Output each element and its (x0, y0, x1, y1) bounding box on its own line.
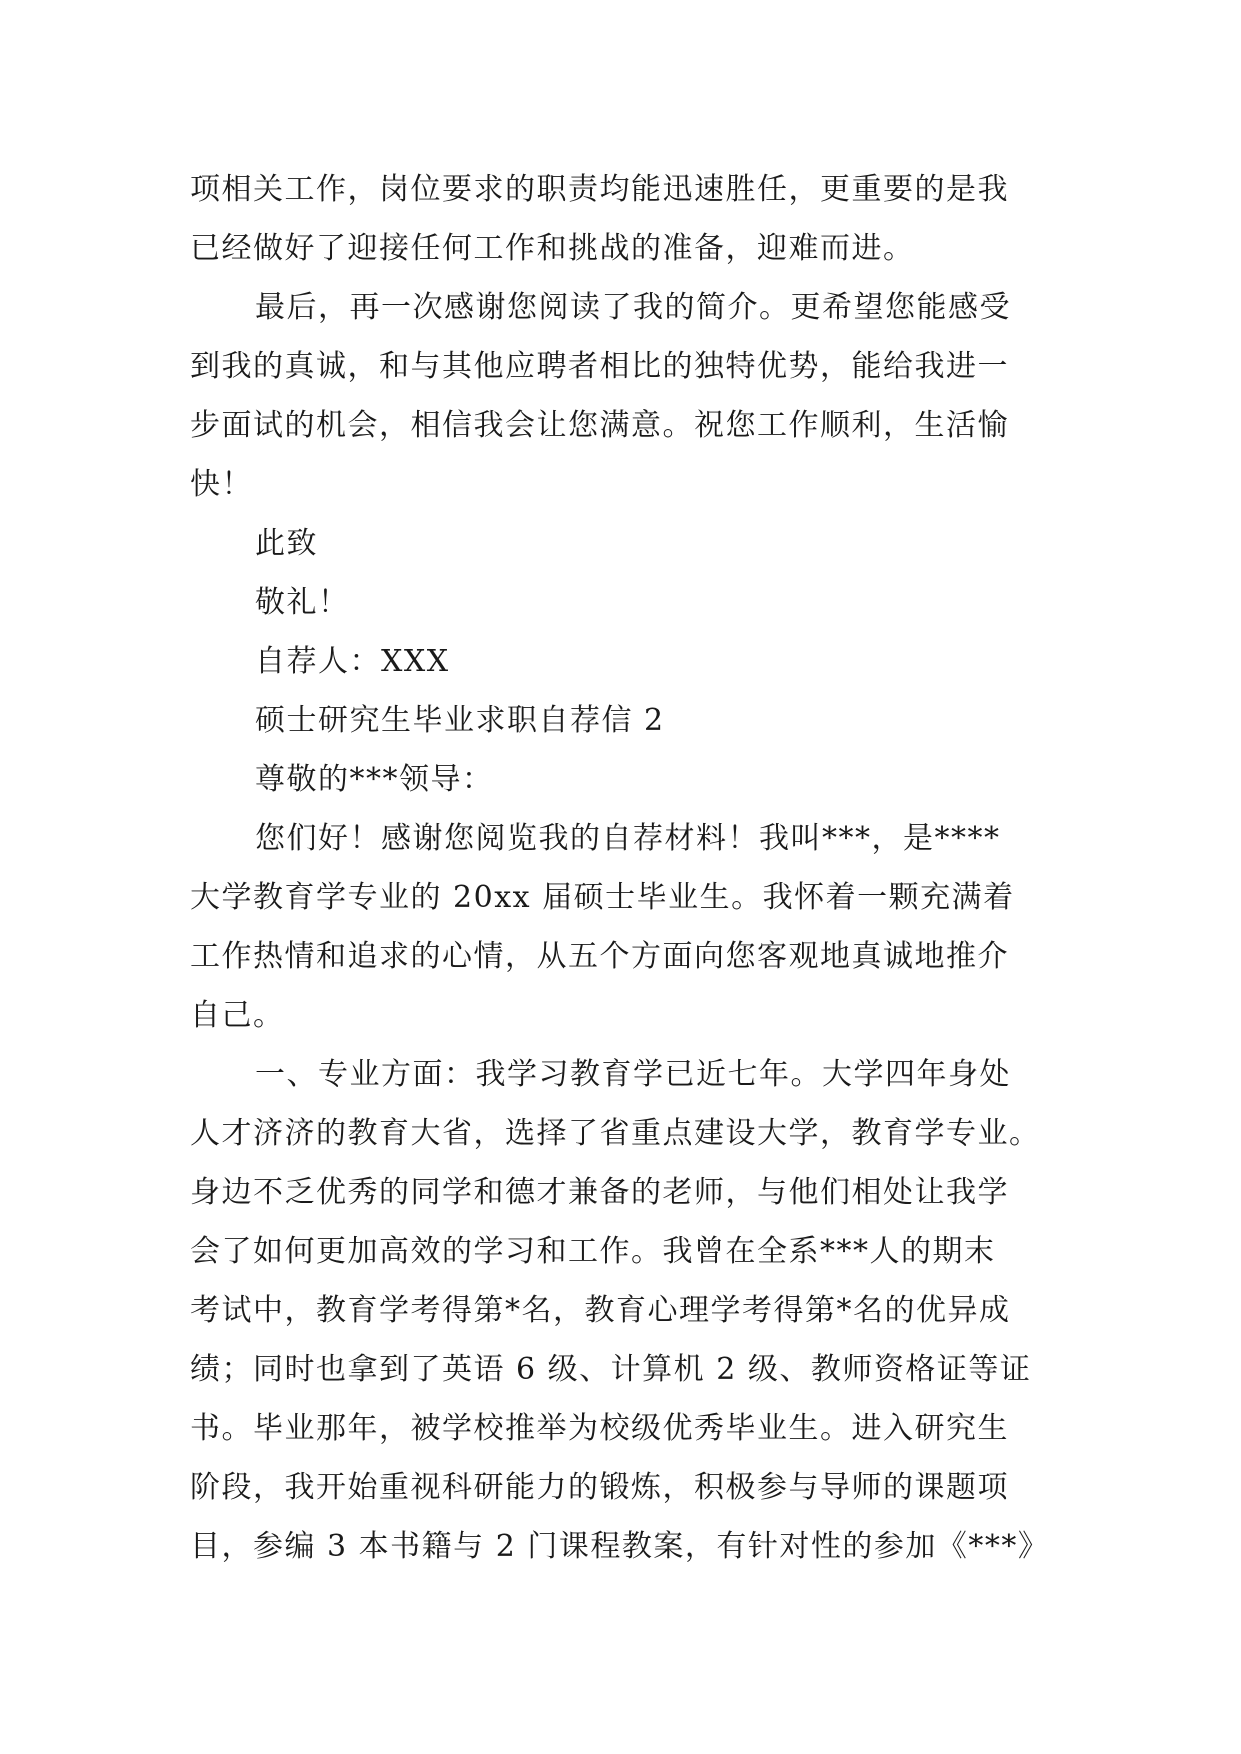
text-line: 人才济济的教育大省，选择了省重点建设大学，教育学专业。 (190, 1116, 1041, 1151)
text-line: 此致 (255, 526, 318, 561)
text-line: 会了如何更加高效的学习和工作。我曾在全系***人的期末 (190, 1234, 996, 1269)
text-line: 您们好！感谢您阅览我的自荐材料！我叫***，是**** (255, 821, 1001, 856)
text-line: 一、专业方面：我学习教育学已近七年。大学四年身处 (255, 1057, 1011, 1092)
text-line: 硕士研究生毕业求职自荐信 2 (255, 703, 665, 738)
text-line: 自荐人：XXX (255, 644, 450, 679)
text-line: 阶段，我开始重视科研能力的锻炼，积极参与导师的课题项 (190, 1470, 1009, 1505)
text-line: 最后，再一次感谢您阅读了我的简介。更希望您能感受 (255, 290, 1011, 325)
text-line: 自己。 (190, 998, 285, 1033)
text-line: 书。毕业那年，被学校推举为校级优秀毕业生。进入研究生 (190, 1411, 1009, 1446)
text-line: 快！ (190, 467, 253, 502)
text-line: 步面试的机会，相信我会让您满意。祝您工作顺利，生活愉 (190, 408, 1009, 443)
text-line: 身边不乏优秀的同学和德才兼备的老师，与他们相处让我学 (190, 1175, 1009, 1210)
text-line: 大学教育学专业的 20xx 届硕士毕业生。我怀着一颗充满着 (190, 880, 1015, 915)
text-line: 到我的真诚，和与其他应聘者相比的独特优势，能给我进一 (190, 349, 1009, 384)
text-line: 工作热情和追求的心情，从五个方面向您客观地真诚地推介 (190, 939, 1009, 974)
text-line: 已经做好了迎接任何工作和挑战的准备，迎难而进。 (190, 231, 915, 266)
text-line: 考试中，教育学考得第*名，教育心理学考得第*名的优异成 (190, 1293, 1011, 1328)
text-line: 目，参编 3 本书籍与 2 门课程教案，有针对性的参加《***》 (190, 1529, 1050, 1564)
text-line: 尊敬的***领导： (255, 762, 494, 797)
text-line: 绩；同时也拿到了英语 6 级、计算机 2 级、教师资格证等证 (190, 1352, 1032, 1387)
text-line: 项相关工作，岗位要求的职责均能迅速胜任，更重要的是我 (190, 172, 1009, 207)
letter-body (190, 160, 1050, 1576)
text-line: 敬礼！ (255, 585, 350, 620)
